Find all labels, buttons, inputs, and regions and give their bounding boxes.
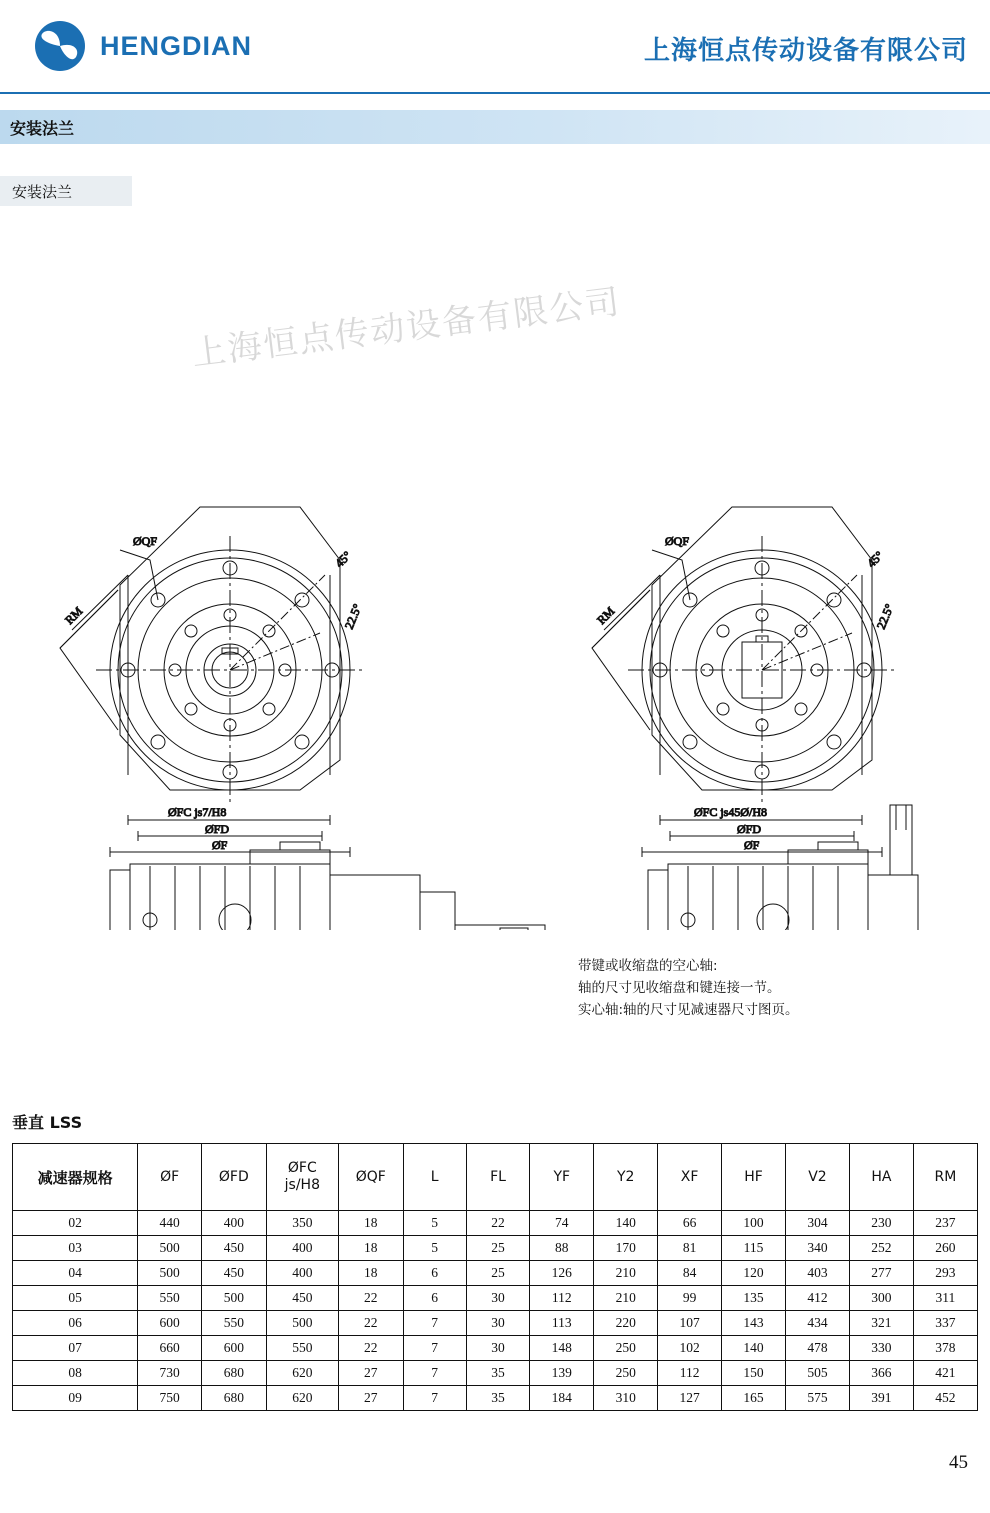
cell-rm: 378 — [913, 1336, 977, 1361]
table-row — [13, 1311, 978, 1336]
cell-v2: 478 — [786, 1336, 850, 1361]
right-fc-label: ØFC js45Ø/H8 — [694, 805, 768, 819]
cell-f: 660 — [138, 1336, 202, 1361]
cell-fc: 350 — [266, 1211, 338, 1236]
cell-v2: 412 — [786, 1286, 850, 1311]
cell-fc: 620 — [266, 1386, 338, 1411]
cell-hf: 100 — [722, 1211, 786, 1236]
table-row — [13, 1236, 978, 1261]
cell-fc: 400 — [266, 1236, 338, 1261]
cell-rm: 260 — [913, 1236, 977, 1261]
cell-fl: 30 — [466, 1336, 530, 1361]
left-fd-label: ØFD — [205, 822, 230, 836]
cell-l: 5 — [403, 1236, 466, 1261]
col-header-yf: YF — [530, 1144, 594, 1211]
section-title-text: 安装法兰 — [10, 118, 75, 138]
cell-fd: 400 — [202, 1211, 267, 1236]
cell-f: 500 — [138, 1236, 202, 1261]
col-header-fc-line2: js/H8 — [284, 1177, 320, 1193]
table-row — [13, 1361, 978, 1386]
cell-fl: 35 — [466, 1361, 530, 1386]
cell-hf: 150 — [722, 1361, 786, 1386]
table-row — [13, 1286, 978, 1311]
cell-y2: 210 — [594, 1261, 658, 1286]
cell-l: 7 — [403, 1311, 466, 1336]
cell-l: 6 — [403, 1286, 466, 1311]
cell-fl: 30 — [466, 1286, 530, 1311]
brand-logo — [0, 20, 252, 72]
note-line-2: 轴的尺寸见收缩盘和键连接一节。 — [578, 980, 781, 996]
right-225-label: 22.5° — [873, 601, 897, 632]
cell-v2: 434 — [786, 1311, 850, 1336]
section-title-bar — [0, 110, 990, 144]
cell-fl: 22 — [466, 1211, 530, 1236]
cell-hf: 120 — [722, 1261, 786, 1286]
cell-xf: 127 — [658, 1386, 722, 1411]
cell-qf: 18 — [339, 1236, 404, 1261]
cell-f: 600 — [138, 1311, 202, 1336]
col-header-fc-line1: ØFC — [287, 1160, 317, 1176]
left-fc-label: ØFC js7/H8 — [168, 805, 227, 819]
col-header-rm: RM — [913, 1144, 977, 1211]
cell-y2: 250 — [594, 1336, 658, 1361]
table-row — [13, 1386, 978, 1411]
cell-y2: 170 — [594, 1236, 658, 1261]
cell-rm: 452 — [913, 1386, 977, 1411]
cell-hf: 135 — [722, 1286, 786, 1311]
cell-yf: 126 — [530, 1261, 594, 1286]
col-header-l: L — [403, 1144, 466, 1211]
cell-xf: 102 — [658, 1336, 722, 1361]
cell-ha: 277 — [849, 1261, 913, 1286]
technical-drawings — [0, 230, 990, 930]
cell-xf: 81 — [658, 1236, 722, 1261]
left-45-label: 45° — [332, 548, 355, 571]
cell-f: 500 — [138, 1261, 202, 1286]
specification-table — [12, 1143, 978, 1411]
cell-y2: 250 — [594, 1361, 658, 1386]
cell-fd: 680 — [202, 1386, 267, 1411]
fan-logo-icon — [34, 20, 86, 72]
cell-model: 02 — [13, 1211, 138, 1236]
cell-ha: 321 — [849, 1311, 913, 1336]
cell-l: 7 — [403, 1336, 466, 1361]
cell-v2: 340 — [786, 1236, 850, 1261]
cell-f: 550 — [138, 1286, 202, 1311]
page-number: 45 — [949, 1452, 968, 1473]
cell-y2: 210 — [594, 1286, 658, 1311]
cell-hf: 165 — [722, 1386, 786, 1411]
cell-fl: 35 — [466, 1386, 530, 1411]
cell-fc: 500 — [266, 1311, 338, 1336]
cell-ha: 366 — [849, 1361, 913, 1386]
cell-y2: 140 — [594, 1211, 658, 1236]
cell-f: 750 — [138, 1386, 202, 1411]
cell-fc: 400 — [266, 1261, 338, 1286]
cell-fc: 550 — [266, 1336, 338, 1361]
cell-fl: 30 — [466, 1311, 530, 1336]
col-header-y2: Y2 — [594, 1144, 658, 1211]
cell-fc: 450 — [266, 1286, 338, 1311]
company-name: 上海恒点传动设备有限公司 — [643, 36, 968, 66]
cell-hf: 115 — [722, 1236, 786, 1261]
cell-rm: 337 — [913, 1311, 977, 1336]
cell-y2: 310 — [594, 1386, 658, 1411]
cell-yf: 74 — [530, 1211, 594, 1236]
left-qf-label: ØQF — [133, 534, 158, 548]
cell-rm: 293 — [913, 1261, 977, 1286]
col-header-fl: FL — [466, 1144, 530, 1211]
col-header-xf: XF — [658, 1144, 722, 1211]
cell-f: 730 — [138, 1361, 202, 1386]
logo-text: HENGDIAN — [100, 30, 253, 61]
col-header-fc — [266, 1144, 338, 1211]
right-45-label: 45° — [864, 548, 887, 571]
cell-v2: 304 — [786, 1211, 850, 1236]
cell-fd: 550 — [202, 1311, 267, 1336]
cell-xf: 99 — [658, 1286, 722, 1311]
cell-qf: 27 — [339, 1361, 404, 1386]
col-header-f: ØF — [138, 1144, 202, 1211]
cell-yf: 184 — [530, 1386, 594, 1411]
right-qf-label: ØQF — [665, 534, 690, 548]
cell-qf: 18 — [339, 1261, 404, 1286]
right-f-label: ØF — [744, 838, 760, 852]
cell-ha: 300 — [849, 1286, 913, 1311]
cell-qf: 22 — [339, 1311, 404, 1336]
left-rm-label: RM — [62, 604, 86, 628]
note-line-3: 实心轴:轴的尺寸见减速器尺寸图页。 — [578, 1002, 799, 1018]
page-header — [0, 0, 990, 94]
table-header-row — [13, 1144, 978, 1211]
cell-v2: 505 — [786, 1361, 850, 1386]
cell-fd: 450 — [202, 1236, 267, 1261]
col-header-fd: ØFD — [202, 1144, 267, 1211]
table-row — [13, 1261, 978, 1286]
cell-l: 5 — [403, 1211, 466, 1236]
sub-section-title-text: 安装法兰 — [12, 182, 73, 201]
cell-ha: 230 — [849, 1211, 913, 1236]
col-header-qf: ØQF — [339, 1144, 404, 1211]
cell-fd: 500 — [202, 1286, 267, 1311]
cell-fc: 620 — [266, 1361, 338, 1386]
cell-qf: 22 — [339, 1336, 404, 1361]
left-f-label: ØF — [212, 838, 228, 852]
left-side-view — [40, 635, 545, 930]
sub-section-title — [0, 176, 132, 206]
right-fd-label: ØFD — [737, 822, 762, 836]
cell-model: 05 — [13, 1286, 138, 1311]
cell-model: 06 — [13, 1311, 138, 1336]
cell-yf: 113 — [530, 1311, 594, 1336]
table-label: 垂直 LSS — [12, 1113, 83, 1132]
cell-model: 08 — [13, 1361, 138, 1386]
col-header-model: 减速器规格 — [13, 1144, 138, 1211]
cell-xf: 112 — [658, 1361, 722, 1386]
cell-l: 6 — [403, 1261, 466, 1286]
cell-hf: 140 — [722, 1336, 786, 1361]
cell-hf: 143 — [722, 1311, 786, 1336]
cell-model: 04 — [13, 1261, 138, 1286]
watermark-text: 上海恒点传动设备有限公司 — [189, 281, 624, 375]
cell-qf: 22 — [339, 1286, 404, 1311]
cell-l: 7 — [403, 1361, 466, 1386]
note-line-1: 带键或收缩盘的空心轴: — [578, 958, 718, 974]
left-225-label: 22.5° — [341, 601, 365, 632]
notes-block — [578, 955, 978, 1021]
cell-xf: 84 — [658, 1261, 722, 1286]
table-row — [13, 1211, 978, 1236]
cell-rm: 237 — [913, 1211, 977, 1236]
cell-rm: 311 — [913, 1286, 977, 1311]
cell-qf: 18 — [339, 1211, 404, 1236]
cell-yf: 148 — [530, 1336, 594, 1361]
col-header-hf: HF — [722, 1144, 786, 1211]
cell-model: 03 — [13, 1236, 138, 1261]
cell-model: 09 — [13, 1386, 138, 1411]
cell-yf: 88 — [530, 1236, 594, 1261]
cell-y2: 220 — [594, 1311, 658, 1336]
cell-fd: 680 — [202, 1361, 267, 1386]
cell-fl: 25 — [466, 1261, 530, 1286]
cell-xf: 66 — [658, 1211, 722, 1236]
cell-ha: 391 — [849, 1386, 913, 1411]
cell-v2: 403 — [786, 1261, 850, 1286]
cell-yf: 139 — [530, 1361, 594, 1386]
cell-fd: 450 — [202, 1261, 267, 1286]
cell-xf: 107 — [658, 1311, 722, 1336]
col-header-v2: V2 — [786, 1144, 850, 1211]
cell-rm: 421 — [913, 1361, 977, 1386]
cell-v2: 575 — [786, 1386, 850, 1411]
cell-yf: 112 — [530, 1286, 594, 1311]
cell-ha: 330 — [849, 1336, 913, 1361]
cell-f: 440 — [138, 1211, 202, 1236]
cell-ha: 252 — [849, 1236, 913, 1261]
right-rm-label: RM — [594, 604, 618, 628]
cell-model: 07 — [13, 1336, 138, 1361]
col-header-ha: HA — [849, 1144, 913, 1211]
cell-qf: 27 — [339, 1386, 404, 1411]
table-row — [13, 1336, 978, 1361]
cell-fd: 600 — [202, 1336, 267, 1361]
cell-l: 7 — [403, 1386, 466, 1411]
cell-fl: 25 — [466, 1236, 530, 1261]
